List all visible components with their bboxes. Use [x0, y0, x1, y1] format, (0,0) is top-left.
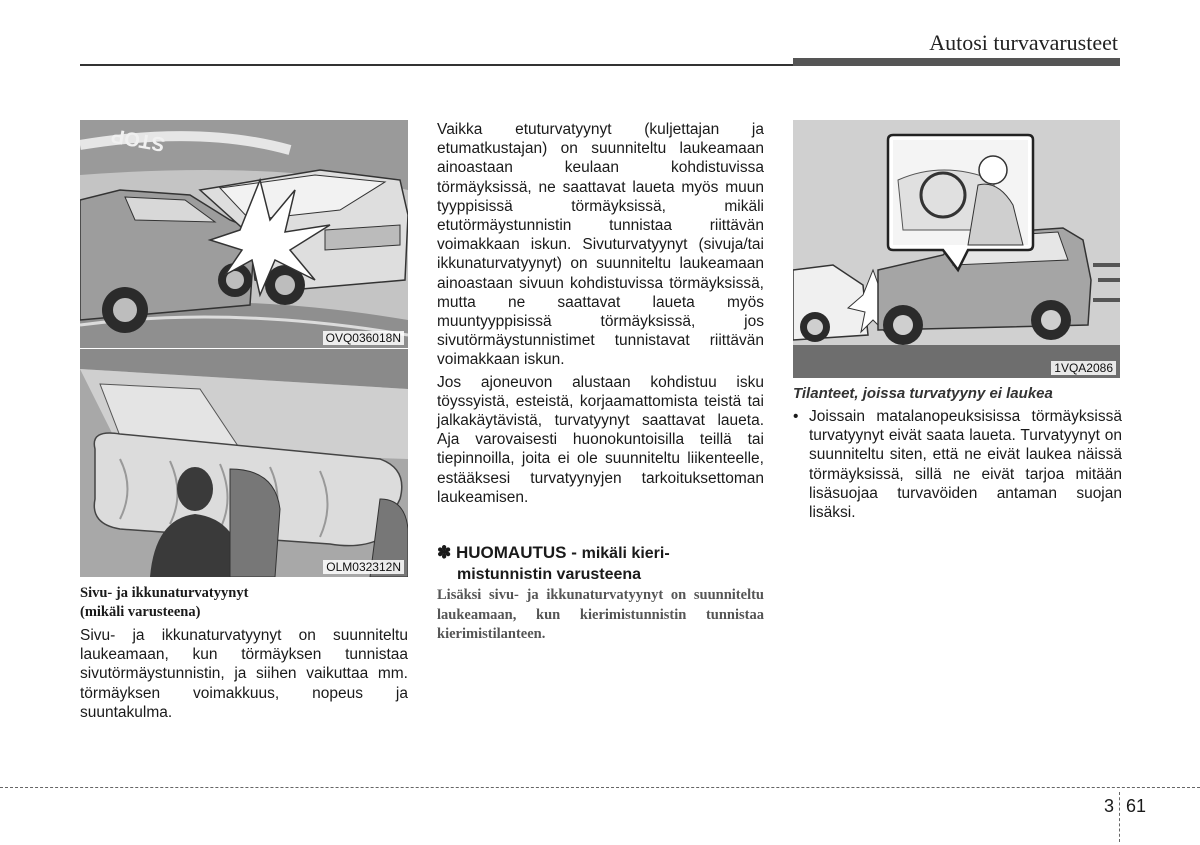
left-column-text	[80, 626, 408, 725]
page-number: 61	[1126, 796, 1147, 816]
header-rule	[80, 64, 793, 66]
note-heading	[437, 542, 767, 585]
figure-code: 1VQA2086	[1051, 361, 1116, 375]
low-speed-collision-illustration	[793, 120, 1120, 378]
paragraph: Vaikka etuturvatyynyt (kuljettajan ja etumatkustajan) on suunniteltu laukeamaan ainoastaan keulaan kohdistuvissa törmäyksissä, ne saattavat laueta myös muun tyyppisissä törmäyksissä, mikäli etutörmäystunnistin tunnistaa riittävän voimakkaan iskun. Sivuturvatyynyt (sivuja/tai ikkunaturvatyynyt) on suunniteltu laukeamaan ainoastaan sivuun kohdistuvissa törmäyksissä, mutta ne saattavat laueta myös muuntyyppisissä törmäyksissä, jos sivutörmäystunnistimet tunnistavat riittävän voimakkaan iskun.	[437, 121, 764, 369]
header-rule-accent	[793, 58, 1120, 66]
caption-line: Sivu- ja ikkunaturvatyynyt	[80, 585, 249, 601]
low-speed-collision-drawing	[793, 120, 1120, 378]
page-number-divider	[1119, 792, 1120, 842]
list-item	[793, 407, 1122, 522]
footer-rule	[0, 787, 1200, 788]
note-subtitle: mikäli kieri-	[581, 545, 670, 562]
bullet-text: Joissain matalanopeuksisissa törmäyksissä turvatyynyt eivät saata laueta. Turvatyynyt on suunniteltu siten, että ne eivät laukea näissä törmäyksissä, sillä ne eivät tarjoa mitään lisäsuojaa turvavöiden antaman suojan lisäksi.	[809, 408, 1122, 522]
paragraph: Sivu- ja ikkunaturvatyynyt on suunniteltu laukeamaan, kun törmäyksen tunnistaa sivutörmäystunnistin, ja siihen vaikuttaa mm. törmäyksen voimakkuus, nopeus ja suuntakulma.	[80, 627, 408, 721]
note-symbol: ✽	[437, 543, 452, 562]
middle-column-text	[437, 120, 764, 510]
note-subtitle: mistunnistin varusteena	[457, 566, 642, 583]
stop-road-marking: STOP	[109, 123, 167, 156]
caption-line: (mikäli varusteena)	[80, 604, 201, 620]
paragraph: Jos ajoneuvon alustaan kohdistuu isku töyssyistä, esteistä, korjaamattomista teistä tai jalkakäytävistä, turvatyynyt saattavat laueta. Aja varovaisesti huonokuntoisilla teillä tai tiepinnoilla, joita ei ole suunniteltu liikenteelle, estääksesi turvatyynyjen tarkoituksettoman laukeamisen.	[437, 373, 764, 506]
note-body: Lisäksi sivu- ja ikkunaturvatyynyt on suunniteltu laukeamaan, kun kierimistunnistin tunnistaa kierimistilanteen.	[437, 587, 764, 642]
page-header-title: Autosi turvavarusteet	[929, 30, 1118, 55]
section-number: 3	[1104, 796, 1115, 816]
side-collision-illustration	[80, 120, 408, 348]
side-collision-drawing	[80, 120, 408, 348]
section-heading: Tilanteet, joissa turvatyyny ei laukea	[793, 385, 1053, 402]
caption-heading	[80, 584, 410, 622]
bullet-icon: •	[793, 408, 799, 425]
figure-code: OVQ036018N	[323, 331, 404, 345]
curtain-airbag-drawing	[80, 349, 408, 577]
curtain-airbag-illustration	[80, 349, 408, 577]
figure-code: OLM032312N	[323, 560, 404, 574]
note-title: HUOMAUTUS -	[455, 543, 577, 562]
